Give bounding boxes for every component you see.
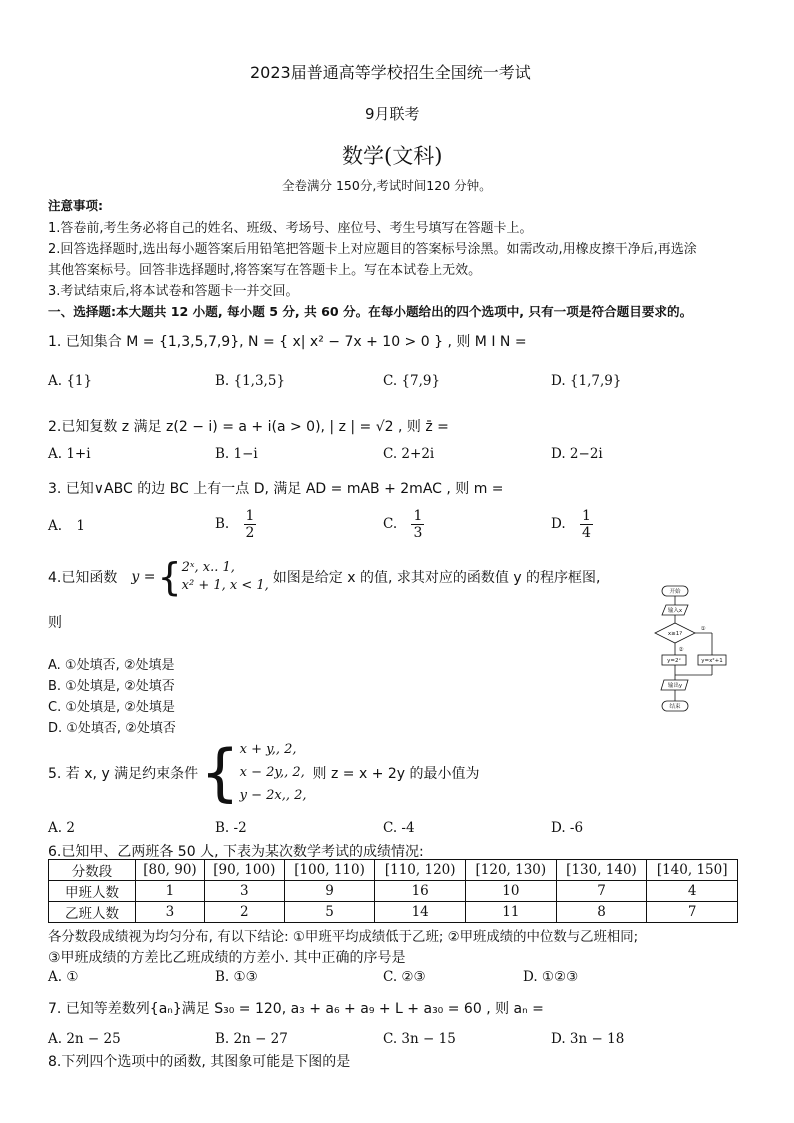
flow-cond-label: x≥1?: [667, 631, 683, 637]
fraction: [411, 508, 424, 541]
piecewise-cases: [182, 559, 269, 595]
table-header-cell: [100, 110): [284, 860, 375, 881]
denominator: 2: [245, 525, 255, 542]
numerator: 1: [413, 508, 423, 524]
q4-prefix: 4.已知函数: [48, 570, 118, 586]
table-header-cell: [80, 90): [136, 860, 205, 881]
question-8-stem: 8.下列四个选项中的函数, 其图象可能是下图的是: [48, 1054, 351, 1070]
table-row: [49, 902, 738, 923]
question-6-stem: 6.已知甲、乙两班各 50 人, 下表为某次数学考试的成绩情况:: [48, 844, 424, 860]
table-cell: 1: [136, 881, 205, 902]
q6-text-2: ③甲班成绩的方差比乙班成绩的方差小. 其中正确的序号是: [48, 950, 406, 966]
denominator: 4: [581, 525, 591, 542]
q2-option-c: C. 2+2i: [383, 446, 435, 462]
notes-heading: 注意事项:: [48, 198, 103, 213]
table-cell: 7: [647, 902, 738, 923]
q4-suffix: 如图是给定 x 的值, 求其对应的函数值 y 的程序框图,: [272, 570, 601, 586]
q5-option-a: A. 2: [48, 820, 75, 836]
table-cell: 14: [375, 902, 466, 923]
q5-suffix: 则 z = x + 2y 的最小值为: [312, 766, 480, 783]
table-header-row: [49, 860, 738, 881]
q7-option-d: D. 3n − 18: [551, 1031, 625, 1047]
table-cell: 5: [284, 902, 375, 923]
q3-option-d: [551, 508, 593, 541]
q1-option-b: B. {1,3,5}: [215, 373, 286, 389]
constraint-system: [240, 739, 307, 807]
note-item: 1.答卷前,考生务必将自己的姓名、班级、考场号、座位号、考生号填写在答题卡上。: [48, 221, 533, 236]
table-header-cell: 分数段: [49, 860, 136, 881]
q1-option-c: C. {7,9}: [383, 373, 441, 389]
table-header-cell: [110, 120): [375, 860, 466, 881]
table-cell: 16: [375, 881, 466, 902]
option-letter: B.: [215, 516, 230, 533]
case-1: 2ˣ, x.. 1,: [181, 559, 235, 575]
numerator: 1: [245, 508, 255, 524]
q5-option-d: D. -6: [551, 820, 584, 836]
question-4-stem: [48, 555, 601, 599]
table-cell: 3: [136, 902, 205, 923]
q6-text-1: 各分数段成绩视为均匀分布, 有以下结论: ①甲班平均成绩低于乙班; ②甲班成绩的中位数与乙班相同;: [48, 930, 639, 945]
flow-end-label: 结束: [669, 704, 681, 710]
q2-option-a: A. 1+i: [48, 446, 91, 462]
q7-option-a: A. 2n − 25: [48, 1031, 121, 1047]
table-cell: 9: [284, 881, 375, 902]
flow-box-right-label: y=x²+1: [701, 658, 723, 664]
question-1-stem: 1. 已知集合 M = {1,3,5,7,9}, N = { x| x² − 7x + 10 > 0 } , 则 M I N =: [48, 334, 527, 350]
q3-option-b: [215, 508, 256, 541]
table-cell: 4: [647, 881, 738, 902]
q1-option-d: D. {1,7,9}: [551, 373, 622, 389]
scores-table: [48, 859, 738, 923]
q4-option-d: D. ①处填否, ②处填否: [48, 721, 176, 736]
exam-subtitle: 9月联考: [365, 105, 420, 123]
q3-option-c: [383, 508, 424, 541]
exam-title: 2023届普通高等学校招生全国统一考试: [250, 63, 531, 82]
flow-start-label: 开始: [669, 589, 681, 595]
q3-option-a: [48, 518, 85, 534]
section-heading: 一、选择题:本大题共 12 小题, 每小题 5 分, 共 60 分。在每小题给出的四个选项中, 只有一项是符合题目要求的。: [48, 304, 693, 319]
left-brace: {: [157, 555, 182, 599]
q6-option-b: B. ①③: [215, 969, 258, 985]
constraint-1: x + y,, 2,: [239, 742, 297, 757]
table-cell: 7: [556, 881, 647, 902]
numerator: 1: [581, 508, 591, 524]
q7-option-b: B. 2n − 27: [215, 1031, 288, 1047]
q7-option-c: C. 3n − 15: [383, 1031, 456, 1047]
fraction: [244, 508, 257, 541]
question-5-stem: [48, 736, 480, 810]
table-header-cell: [130, 140): [556, 860, 647, 881]
program-flowchart: [640, 585, 728, 715]
q5-prefix: 5. 若 x, y 满足约束条件: [48, 766, 199, 783]
table-header-cell: [120, 130): [466, 860, 557, 881]
case-2: x² + 1, x < 1,: [181, 578, 269, 593]
table-cell: 10: [466, 881, 557, 902]
option-letter: A.: [48, 518, 63, 534]
flow-mark-1: ①: [700, 626, 706, 632]
denominator: 3: [413, 525, 423, 542]
q6-option-c: C. ②③: [383, 969, 426, 985]
q4-func-y: y =: [131, 569, 156, 585]
exam-info: 全卷满分 150分,考试时间120 分钟。: [282, 178, 492, 193]
option-letter: C.: [383, 516, 398, 533]
q1-option-a: A. {1}: [48, 373, 93, 389]
option-letter: D.: [551, 516, 566, 533]
flow-input-label: 输入x: [667, 608, 683, 614]
flow-mark-2: ②: [678, 647, 684, 653]
table-header-cell: [140, 150]: [647, 860, 738, 881]
table-cell: 11: [466, 902, 557, 923]
constraint-2: x − 2y,, 2,: [239, 764, 305, 780]
q4-option-c: C. ①处填是, ②处填是: [48, 700, 175, 715]
note-item: 2.回答选择题时,选出每小题答案后用铅笔把答题卡上对应题目的答案标号涂黑。如需改动,用橡皮擦干净后,再选涂: [48, 242, 697, 257]
table-cell: 甲班人数: [49, 881, 136, 902]
question-3-stem: 3. 已知∨ABC 的边 BC 上有一点 D, 满足 AD = mAB + 2mAC , 则 m =: [48, 481, 504, 497]
left-brace: {: [200, 736, 240, 810]
q5-option-b: B. -2: [215, 820, 247, 836]
table-cell: 乙班人数: [49, 902, 136, 923]
table-cell: 8: [556, 902, 647, 923]
q2-option-d: D. 2−2i: [551, 446, 603, 462]
note-item: 3.考试结束后,将本试卷和答题卡一并交回。: [48, 284, 299, 299]
q4-option-b: B. ①处填是, ②处填否: [48, 679, 175, 694]
question-7-stem: 7. 已知等差数列{aₙ}满足 S₃₀ = 120, a₃ + a₆ + a₉ + L + a₃₀ = 60 , 则 aₙ =: [48, 1001, 544, 1017]
q5-option-c: C. -4: [383, 820, 415, 836]
table-cell: 3: [204, 881, 284, 902]
q6-option-d: D. ①②③: [523, 969, 579, 985]
q4-ze: 则: [48, 615, 62, 631]
q2-option-b: B. 1−i: [215, 446, 258, 462]
subject-title: 数学(文科): [342, 144, 443, 168]
option-value: 1: [76, 518, 85, 534]
table-header-cell: [90, 100): [204, 860, 284, 881]
note-item: 其他答案标号。回答非选择题时,将答案写在答题卡上。写在本试卷上无效。: [48, 263, 482, 278]
flow-box-left-label: y=2ˣ: [667, 658, 681, 664]
q6-option-a: A. ①: [48, 969, 79, 985]
flow-output-label: 输出y: [667, 683, 683, 689]
table-row: [49, 881, 738, 902]
fraction: [580, 508, 593, 541]
question-2-stem: 2.已知复数 z 满足 z(2 − i) = a + i(a > 0), | z | = √2 , 则 z̄ =: [48, 419, 449, 435]
table-cell: 2: [204, 902, 284, 923]
q4-option-a: A. ①处填否, ②处填是: [48, 658, 175, 673]
constraint-3: y − 2x,, 2,: [239, 787, 307, 803]
